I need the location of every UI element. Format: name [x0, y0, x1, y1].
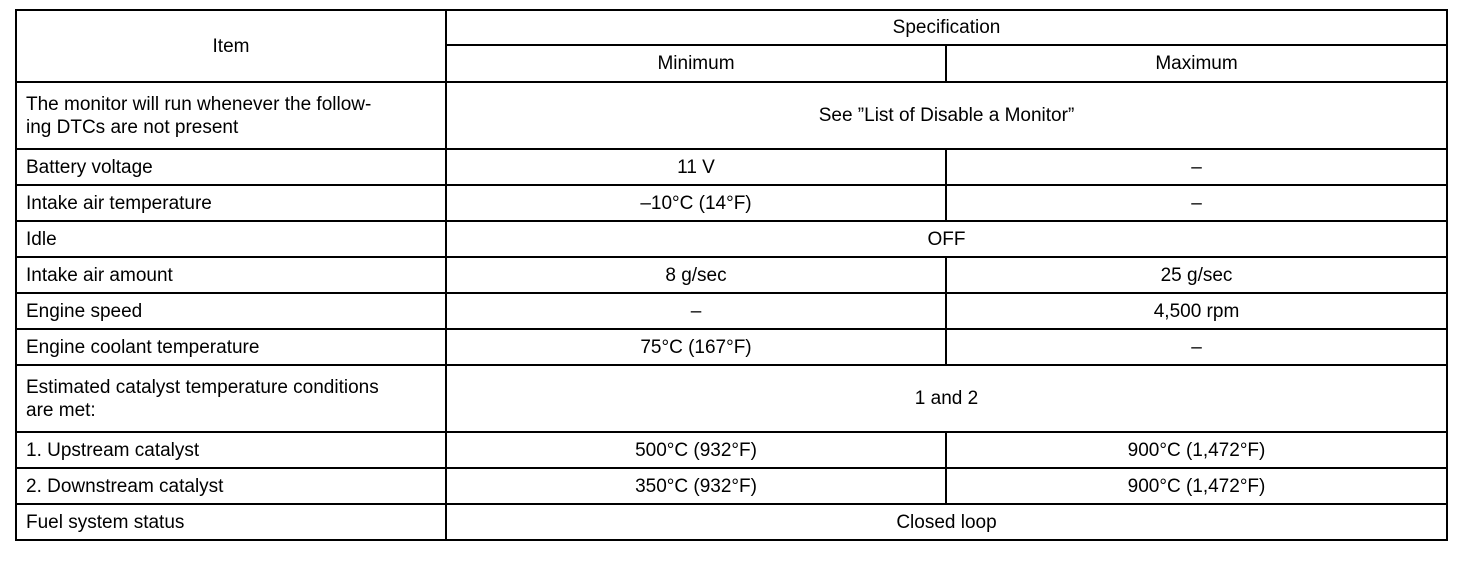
table-row	[16, 221, 1447, 257]
header-item: Item	[16, 10, 446, 82]
spec-span-cell: OFF	[446, 221, 1447, 257]
item-cell: 2. Downstream catalyst	[16, 468, 446, 504]
item-cell	[16, 82, 446, 149]
item-text-line2: are met:	[26, 399, 96, 421]
min-cell: 500°C (932°F)	[446, 432, 946, 468]
item-cell: Fuel system status	[16, 504, 446, 540]
min-cell: –10°C (14°F)	[446, 185, 946, 221]
spec-span-cell: Closed loop	[446, 504, 1447, 540]
table-row	[16, 432, 1447, 468]
item-text-line1: The monitor will run whenever the follow-	[26, 93, 372, 115]
spec-span-cell: See ”List of Disable a Monitor”	[446, 82, 1447, 149]
item-cell: 1. Upstream catalyst	[16, 432, 446, 468]
min-cell: 8 g/sec	[446, 257, 946, 293]
table-row	[16, 468, 1447, 504]
max-cell: 900°C (1,472°F)	[946, 468, 1447, 504]
table-row	[16, 149, 1447, 185]
max-cell: 900°C (1,472°F)	[946, 432, 1447, 468]
table-row	[16, 82, 1447, 149]
table-row	[16, 257, 1447, 293]
specification-table	[15, 9, 1448, 541]
item-cell: Battery voltage	[16, 149, 446, 185]
table-row	[16, 504, 1447, 540]
max-cell: 4,500 rpm	[946, 293, 1447, 329]
item-cell	[16, 365, 446, 432]
header-minimum: Minimum	[446, 45, 946, 82]
item-text-line1: Estimated catalyst temperature conditions	[26, 376, 379, 398]
table-row	[16, 329, 1447, 365]
header-maximum: Maximum	[946, 45, 1447, 82]
table-row	[16, 293, 1447, 329]
spec-span-cell: 1 and 2	[446, 365, 1447, 432]
table-body	[16, 82, 1447, 540]
table-row	[16, 365, 1447, 432]
item-cell: Engine coolant temperature	[16, 329, 446, 365]
item-cell: Intake air temperature	[16, 185, 446, 221]
item-cell: Idle	[16, 221, 446, 257]
item-cell: Intake air amount	[16, 257, 446, 293]
min-cell: –	[446, 293, 946, 329]
min-cell: 75°C (167°F)	[446, 329, 946, 365]
min-cell: 11 V	[446, 149, 946, 185]
header-specification: Specification	[446, 10, 1447, 45]
table-row	[16, 185, 1447, 221]
max-cell: –	[946, 149, 1447, 185]
max-cell: 25 g/sec	[946, 257, 1447, 293]
item-text-line2: ing DTCs are not present	[26, 116, 239, 138]
min-cell: 350°C (932°F)	[446, 468, 946, 504]
header-row-top	[16, 10, 1447, 45]
max-cell: –	[946, 329, 1447, 365]
max-cell: –	[946, 185, 1447, 221]
item-cell: Engine speed	[16, 293, 446, 329]
table-header	[16, 10, 1447, 82]
